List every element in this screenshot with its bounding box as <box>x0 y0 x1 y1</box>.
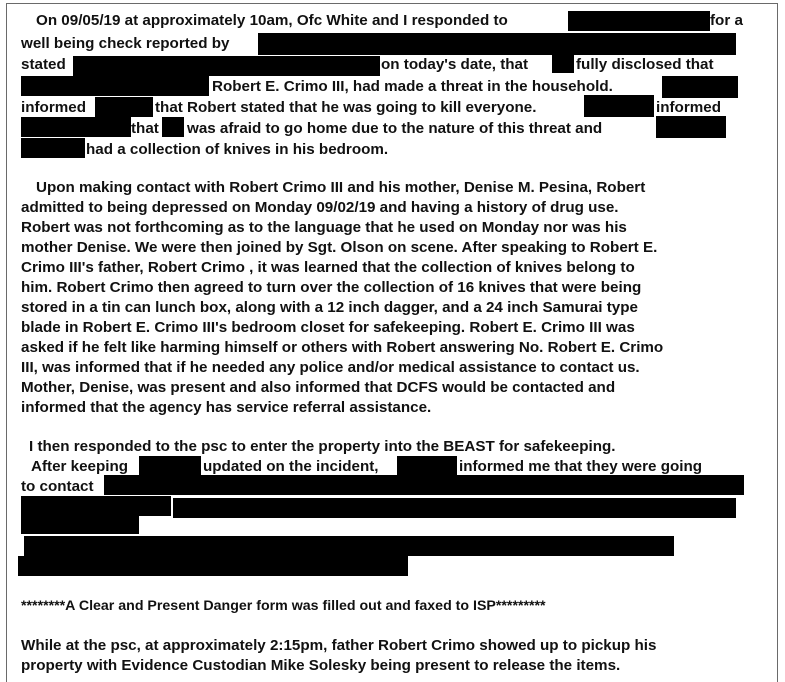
redaction-block <box>95 97 153 117</box>
redaction-block <box>73 56 380 76</box>
p1-line3-end: fully disclosed that <box>576 56 714 73</box>
p1-line4: Robert E. Crimo III, had made a threat in the household. <box>212 78 613 95</box>
p4-line: property with Evidence Custodian Mike Solesky being present to release the items. <box>21 657 621 674</box>
redaction-block <box>258 33 736 55</box>
p3-line2-mid: updated on the incident, <box>203 458 379 475</box>
redaction-block <box>104 475 744 495</box>
p2-line: blade in Robert E. Crimo III's bedroom closet for safekeeping. Robert E. Crimo III was <box>21 319 635 336</box>
p1-line5-start: informed <box>21 99 86 116</box>
redaction-block <box>397 456 457 476</box>
p2-line: Crimo III's father, Robert Crimo , it was learned that the collection of knives belong to <box>21 259 635 276</box>
p1-line2-start: well being check reported by <box>21 35 230 52</box>
redaction-block <box>656 116 726 138</box>
p2-line: him. Robert Crimo then agreed to turn over the collection of 16 knives that were being <box>21 279 642 296</box>
redaction-block <box>568 11 710 31</box>
p3-line1: I then responded to the psc to enter the property into the BEAST for safekeeping. <box>29 438 616 455</box>
p1-line3-mid: on today's date, that <box>381 56 529 73</box>
p1-line3-start: stated <box>21 56 66 73</box>
p1-line1-end: for a <box>710 12 743 29</box>
redaction-block <box>552 55 574 73</box>
p2-line: Robert was not forthcoming as to the language that he used on Monday nor was his <box>21 219 627 236</box>
p2-line: Upon making contact with Robert Crimo III and his mother, Denise M. Pesina, Robert <box>36 179 646 196</box>
p1-line5-mid: that Robert stated that he was going to kill everyone. <box>155 99 537 116</box>
p2-line: III, was informed that if he needed any police and/or medical assistance to contact us. <box>21 359 640 376</box>
redaction-block <box>584 95 654 117</box>
p4-line: While at the psc, at approximately 2:15pm, father Robert Crimo showed up to pickup his <box>21 637 657 654</box>
p1-line1-start: On 09/05/19 at approximately 10am, Ofc White and I responded to <box>36 12 508 29</box>
p2-line: informed that the agency has service referral assistance. <box>21 399 432 416</box>
redaction-block <box>21 496 171 516</box>
cpd-notice: ********A Clear and Present Danger form was filled out and faxed to ISP********* <box>21 598 546 614</box>
p1-line6-start: that <box>131 120 159 137</box>
redaction-block <box>21 117 131 137</box>
p1-line7: had a collection of knives in his bedroom. <box>86 141 389 158</box>
p3-line2-end: informed me that they were going <box>459 458 703 475</box>
redaction-block <box>662 76 738 98</box>
redaction-block <box>21 516 139 534</box>
p2-line: Mother, Denise, was present and also informed that DCFS would be contacted and <box>21 379 616 396</box>
redaction-block <box>173 498 736 518</box>
redaction-block <box>24 536 674 556</box>
p3-line2-start: After keeping <box>31 458 129 475</box>
p3-line3-start: to contact <box>21 478 94 495</box>
redaction-block <box>21 138 85 158</box>
p1-line5-end: informed <box>656 99 721 116</box>
redaction-block <box>21 76 209 96</box>
p2-line: mother Denise. We were then joined by Sgt. Olson on scene. After speaking to Robert E. <box>21 239 658 256</box>
p2-line: asked if he felt like harming himself or others with Robert answering No. Robert E. Crimo <box>21 339 664 356</box>
redaction-block <box>18 556 408 576</box>
p2-line: admitted to being depressed on Monday 09/02/19 and having a history of drug use. <box>21 199 619 216</box>
redaction-block <box>162 117 184 137</box>
p1-line6-end: was afraid to go home due to the nature of this threat and <box>187 120 603 137</box>
p2-line: stored in a tin can lunch box, along with a 12 inch dagger, and a 24 inch Samurai type <box>21 299 638 316</box>
redaction-block <box>139 456 201 476</box>
